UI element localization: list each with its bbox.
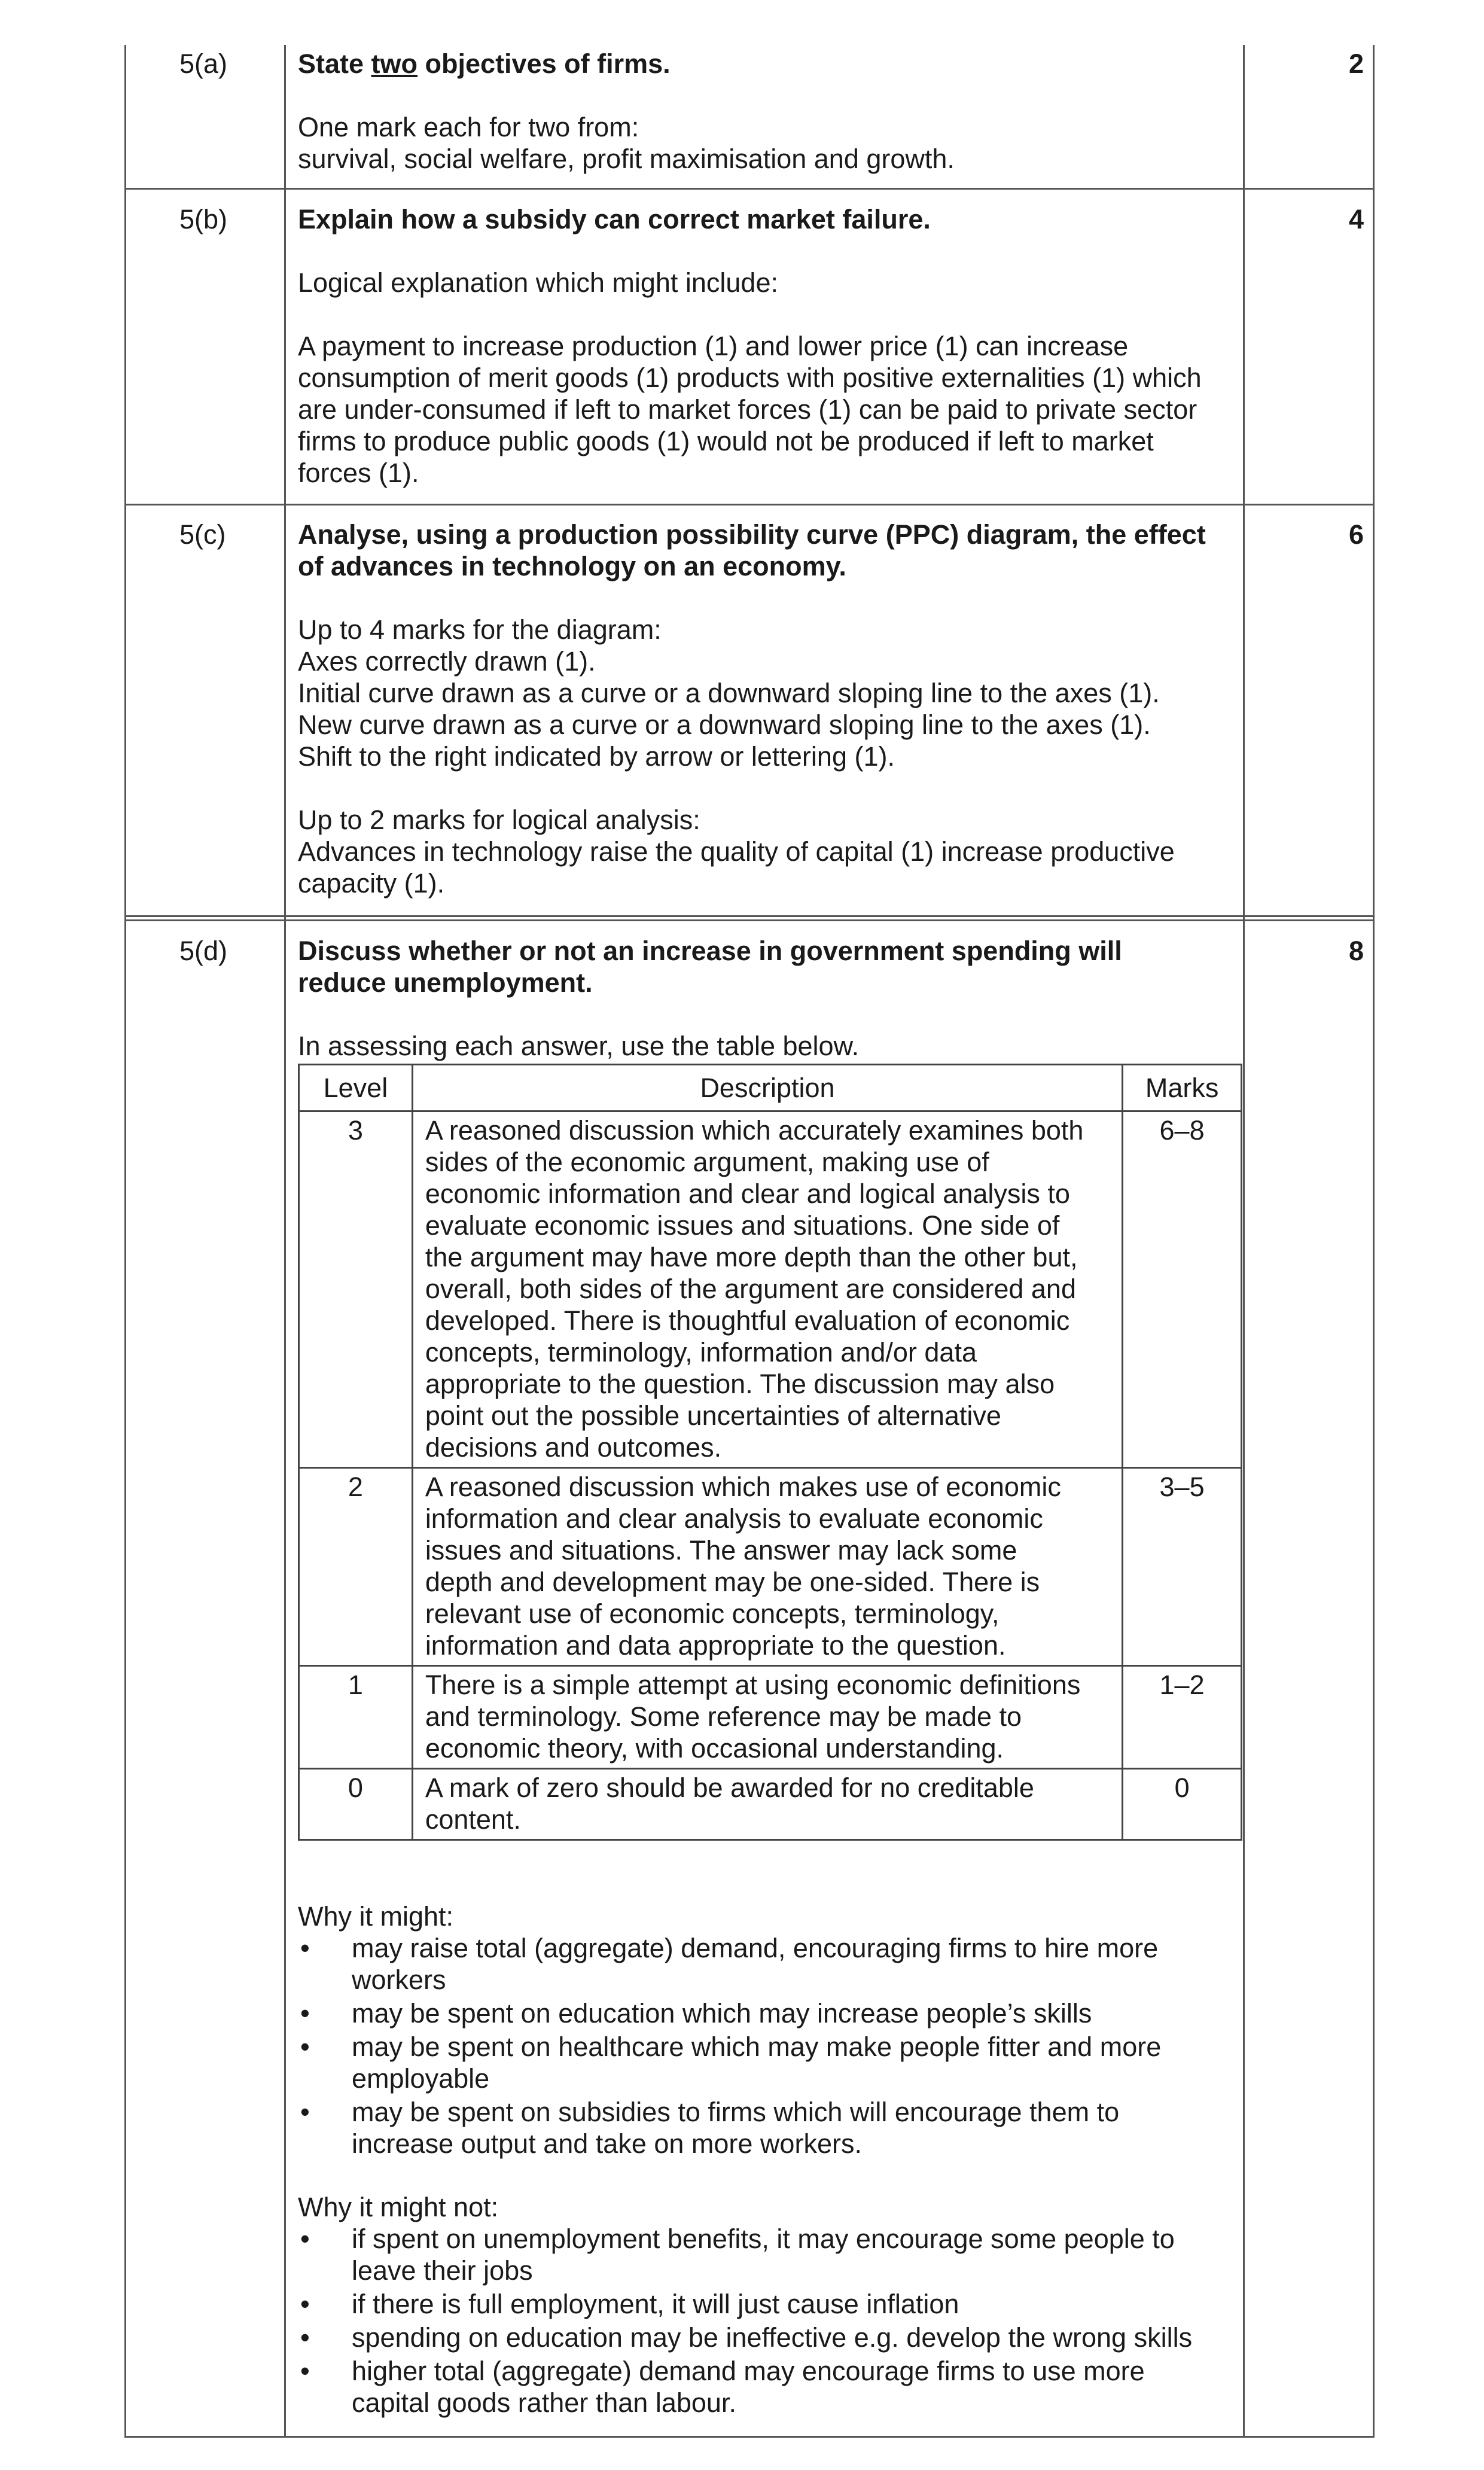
mark-scheme-line: One mark each for two from: xyxy=(298,112,639,142)
question-number: 5(c) xyxy=(179,519,226,550)
question-marks: 2 xyxy=(1348,48,1364,79)
question-5a-content xyxy=(298,48,1243,175)
mark-scheme-line: survival, social welfare, profit maximisation and growth. xyxy=(298,144,955,174)
list-item: • higher total (aggregate) demand may encourage firms to use more capital goods rather than labour. xyxy=(300,2356,1145,2418)
table-divider-qnum xyxy=(284,45,286,2438)
list-item: • may raise total (aggregate) demand, encouraging firms to hire more workers xyxy=(300,1933,1159,1995)
level-cell: 0 xyxy=(299,1769,413,1840)
mark-scheme-line: New curve drawn as a curve or a downward sloping line to the axes (1). xyxy=(298,709,1151,740)
mark-scheme-line: Logical explanation which might include: xyxy=(298,267,778,298)
indicative-content xyxy=(298,1901,1243,2419)
column-header: Level xyxy=(299,1065,413,1111)
list-item: • may be spent on education which may increase people’s skills xyxy=(300,1998,1092,2029)
row-divider-a-b xyxy=(124,188,1375,190)
question-marks: 8 xyxy=(1348,936,1364,966)
question-number: 5(b) xyxy=(179,204,228,234)
list-item: • if spent on unemployment benefits, it may encourage some people to leave their jobs xyxy=(300,2224,1175,2286)
column-header: Description xyxy=(412,1065,1122,1111)
list-item: • may be spent on healthcare which may make people fitter and more employable xyxy=(300,2032,1162,2094)
list-item: • spending on education may be ineffective e.g. develop the wrong skills xyxy=(300,2322,1193,2353)
mark-scheme-line: capacity (1). xyxy=(298,868,445,899)
mark-scheme-line: forces (1). xyxy=(298,458,419,488)
table-row xyxy=(299,1111,1242,1468)
level-descriptor-table xyxy=(298,1064,1242,1841)
question-heading: reduce unemployment. xyxy=(298,967,593,998)
level-cell: 1 xyxy=(299,1666,413,1769)
table-row xyxy=(299,1666,1242,1769)
question-5b-content xyxy=(298,203,1243,489)
question-heading: State two objectives of firms. xyxy=(298,48,671,79)
why-it-might-list xyxy=(298,1932,1243,2160)
question-5d-content xyxy=(298,935,1243,1062)
mark-scheme-line: firms to produce public goods (1) would not be produced if left to market xyxy=(298,426,1154,456)
marks-cell: 6–8 xyxy=(1123,1111,1242,1468)
mark-scheme-line: In assessing each answer, use the table below. xyxy=(298,1031,860,1061)
description-cell: A mark of zero should be awarded for no creditable content. xyxy=(412,1769,1122,1840)
marks-cell: 0 xyxy=(1123,1769,1242,1840)
mark-scheme-line: A payment to increase production (1) and lower price (1) can increase xyxy=(298,331,1129,361)
question-heading: of advances in technology on an economy. xyxy=(298,551,846,581)
mark-scheme-line: Axes correctly drawn (1). xyxy=(298,646,596,677)
level-cell: 2 xyxy=(299,1468,413,1666)
mark-scheme-line: Advances in technology raise the quality of capital (1) increase productive xyxy=(298,836,1175,867)
mark-scheme-line: Initial curve drawn as a curve or a downward sloping line to the axes (1). xyxy=(298,678,1160,708)
question-marks: 6 xyxy=(1348,519,1364,550)
row-divider-b-c xyxy=(124,504,1375,505)
description-cell: There is a simple attempt at using economic definitions and terminology. Some reference may be made to economic theory, with occasional understanding. xyxy=(412,1666,1122,1769)
list-title: Why it might not: xyxy=(298,2192,499,2222)
description-cell: A reasoned discussion which makes use of economic information and clear analysis to evaluate economic issues and situations. The answer may lack some depth and development may be one-sided. There is relevant use of economic concepts, terminology, information and data appropriate to the question. xyxy=(412,1468,1122,1666)
mark-scheme-line: are under-consumed if left to market forces (1) can be paid to private sector xyxy=(298,394,1197,425)
mark-scheme-line: Shift to the right indicated by arrow or lettering (1). xyxy=(298,741,895,772)
question-heading: Discuss whether or not an increase in government spending will xyxy=(298,936,1122,966)
table-border-bottom xyxy=(124,2436,1375,2438)
mark-scheme-line: Up to 2 marks for logical analysis: xyxy=(298,805,700,835)
mark-scheme-line: Up to 4 marks for the diagram: xyxy=(298,614,662,645)
marks-cell: 3–5 xyxy=(1123,1468,1242,1666)
marks-cell: 1–2 xyxy=(1123,1666,1242,1769)
question-heading: Analyse, using a production possibility curve (PPC) diagram, the effect xyxy=(298,519,1206,550)
table-header-row xyxy=(299,1065,1242,1111)
column-header: Marks xyxy=(1123,1065,1242,1111)
question-number: 5(a) xyxy=(179,48,228,79)
list-item: • may be spent on subsidies to firms which will encourage them to increase output and take on more workers. xyxy=(300,2097,1120,2159)
level-cell: 3 xyxy=(299,1111,413,1468)
list-item: • if there is full employment, it will just cause inflation xyxy=(300,2289,959,2319)
mark-scheme-line: consumption of merit goods (1) products with positive externalities (1) which xyxy=(298,363,1202,393)
table-row xyxy=(299,1769,1242,1840)
why-it-might-not-list xyxy=(298,2223,1243,2419)
table-divider-marks xyxy=(1243,45,1245,2438)
table-border-right xyxy=(1373,45,1375,2438)
table-row xyxy=(299,1468,1242,1666)
row-divider-c-d xyxy=(124,915,1375,921)
question-marks: 4 xyxy=(1348,204,1364,234)
description-cell: A reasoned discussion which accurately examines both sides of the economic argument, making use of economic information and clear and logical analysis to evaluate economic issues and situations. One side of the argument may have more depth than the other but, overall, both sides of the argument are considered and developed. There is thoughtful evaluation of economic concepts, terminology, information and/or data appropriate to the question. The discussion may also point out the possible uncertainties of alternative decisions and outcomes. xyxy=(412,1111,1122,1468)
question-number: 5(d) xyxy=(179,936,228,966)
question-5c-content xyxy=(298,519,1243,899)
question-heading: Explain how a subsidy can correct market failure. xyxy=(298,204,931,234)
list-title: Why it might: xyxy=(298,1901,454,1932)
table-border-left xyxy=(124,45,126,2438)
